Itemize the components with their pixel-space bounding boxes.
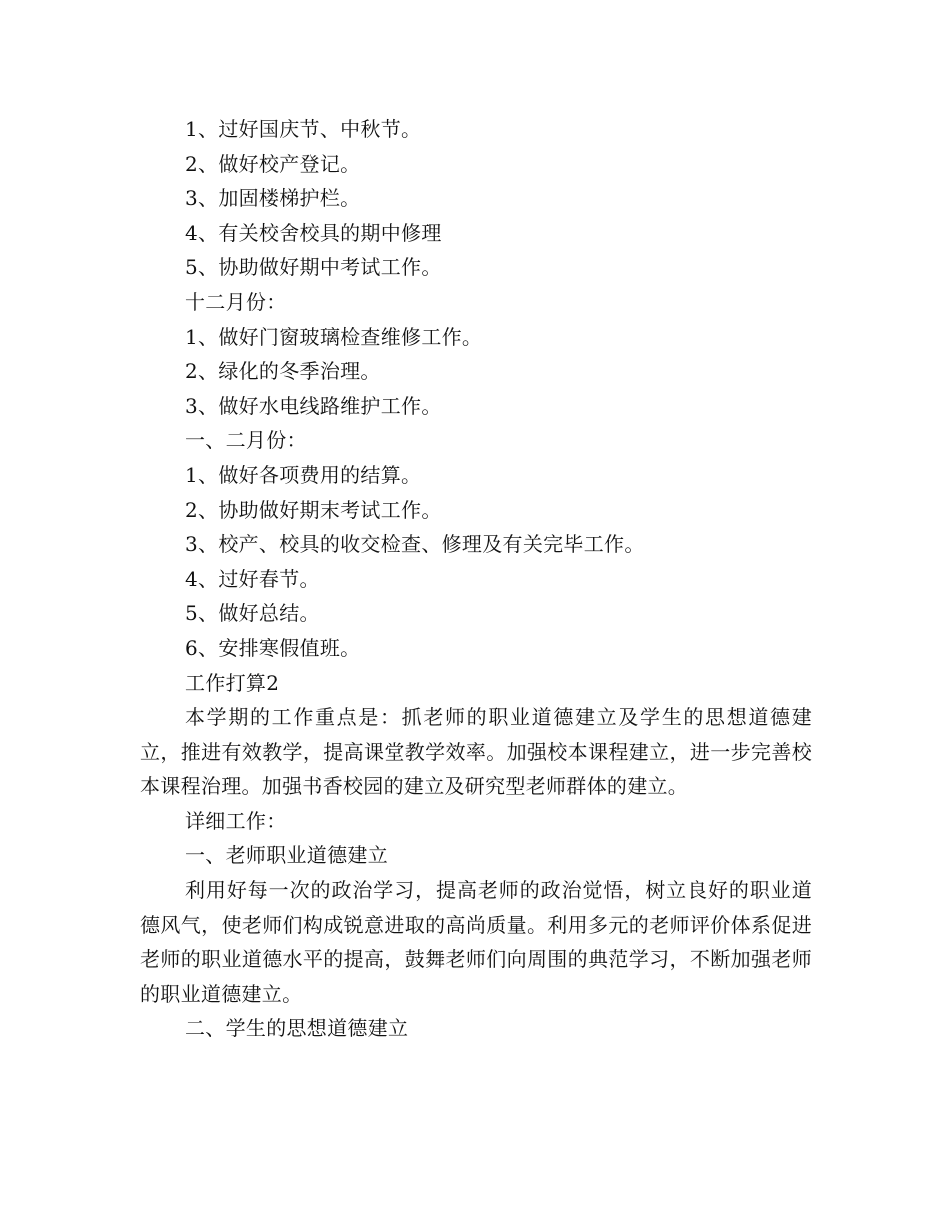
list-item-asset-check: 3、校产、校具的收交检查、修理及有关完毕工作。: [185, 532, 645, 557]
list-item-spring-festival: 4、过好春节。: [185, 566, 320, 591]
section-heading-jan-feb: 一、二月份：: [185, 428, 307, 453]
list-item-winter-duty: 6、安排寒假值班。: [185, 635, 361, 660]
section-heading-student-morality: 二、学生的思想道德建立: [185, 1016, 409, 1041]
list-item-stair-railing: 3、加固楼梯护栏。: [185, 186, 361, 211]
list-item-final-exam: 2、协助做好期末考试工作。: [185, 497, 442, 522]
section-heading-detailed-work: 详细工作：: [185, 808, 287, 833]
section-heading-december: 十二月份：: [185, 289, 287, 314]
document-body: [140, 112, 812, 1046]
list-item-utility-maintenance: 3、做好水电线路维护工作。: [185, 393, 442, 418]
paragraph-teacher-ethics: 利用好每一次的政治学习，提高老师的政治觉悟，树立良好的职业道德风气，使老师们构成锐意进取的高尚质量。利用多元的老师评价体系促进老师的职业道德水平的提高，鼓舞老师们向周围的典范学习，不断加强老师的职业道德建立。: [140, 878, 812, 1006]
list-item-midterm-repair: 4、有关校舍校具的期中修理: [185, 220, 442, 245]
section-heading-plan-2: 工作打算2: [185, 670, 280, 695]
paragraph-semester-focus: 本学期的工作重点是：抓老师的职业道德建立及学生的思想道德建立，推进有效教学，提高课堂教学效率。加强校本课程建立，进一步完善校本课程治理。加强书香校园的建立及研究型老师群体的建立。: [140, 705, 812, 799]
list-item-window-check: 1、做好门窗玻璃检查维修工作。: [185, 324, 483, 349]
list-item-asset-registration: 2、做好校产登记。: [185, 151, 361, 176]
list-item-midterm-exam: 5、协助做好期中考试工作。: [185, 255, 442, 280]
list-item-summary: 5、做好总结。: [185, 601, 320, 626]
list-item-national-day: 1、过好国庆节、中秋节。: [185, 117, 422, 141]
list-item-settlement: 1、做好各项费用的结算。: [185, 462, 422, 487]
list-item-winter-greening: 2、绿化的冬季治理。: [185, 359, 381, 384]
section-heading-teacher-ethics: 一、老师职业道德建立: [185, 843, 388, 868]
